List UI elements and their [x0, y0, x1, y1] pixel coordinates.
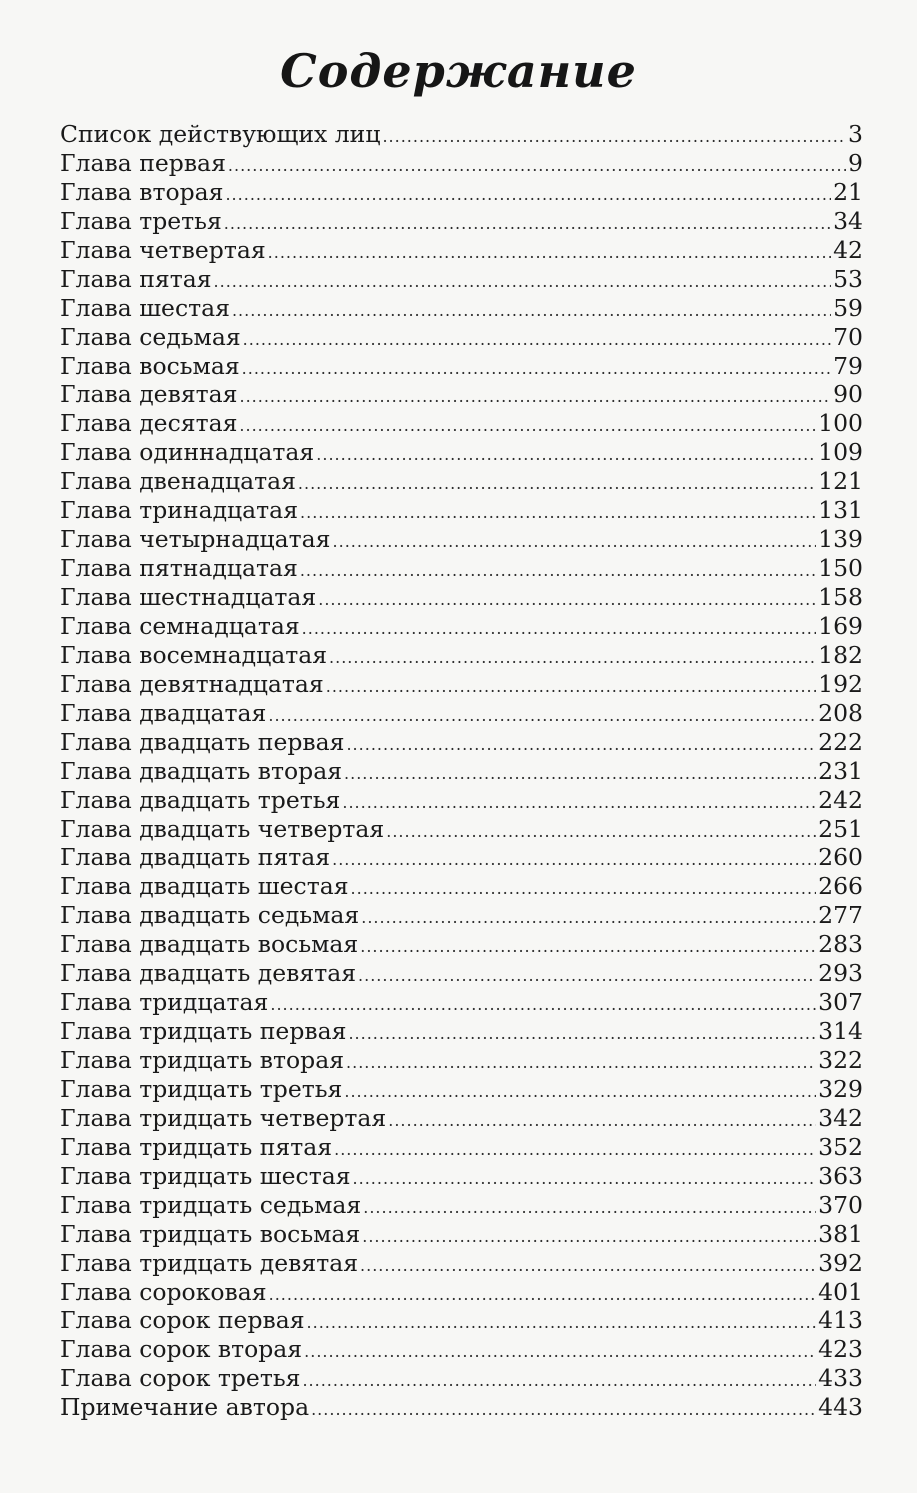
- toc-entry-page-number: 314: [818, 1017, 863, 1046]
- toc-entry-label: Глава четырнадцатая: [60, 525, 331, 554]
- toc-entry-page-number: 121: [818, 467, 863, 496]
- toc-entry-page-number: 150: [818, 554, 863, 583]
- toc-entry-label: Глава двадцать восьмая: [60, 930, 359, 959]
- toc-entry: [60, 1393, 863, 1422]
- toc-entry-page-number: 9: [848, 148, 863, 177]
- toc-entry-page-number: 381: [818, 1219, 863, 1248]
- toc-entry-page-number: 260: [818, 843, 863, 872]
- dot-leader: [304, 1338, 816, 1367]
- dot-leader: [344, 760, 816, 789]
- toc-entry: [60, 1133, 863, 1162]
- toc-entry-label: Глава тридцать пятая: [60, 1132, 333, 1161]
- toc-entry: [60, 554, 863, 583]
- toc-entry-label: Глава первая: [60, 148, 226, 177]
- dot-leader: [270, 991, 816, 1020]
- dot-leader: [358, 962, 816, 991]
- toc-entry: [60, 843, 863, 872]
- toc-entry-label: Глава четвертая: [60, 235, 266, 264]
- toc-entry-label: Глава сорок вторая: [60, 1335, 303, 1364]
- toc-entry: [60, 380, 863, 409]
- toc-entry-page-number: 363: [818, 1161, 863, 1190]
- toc-entry-page-number: 329: [818, 1074, 863, 1103]
- dot-leader: [225, 181, 831, 210]
- toc-entry: [60, 815, 863, 844]
- toc-entry: [60, 959, 863, 988]
- toc-entry-label: Глава тридцать седьмая: [60, 1190, 362, 1219]
- toc-entry-label: Глава тринадцатая: [60, 496, 299, 525]
- toc-entry-page-number: 100: [818, 409, 863, 438]
- toc-entry-label: Глава двадцать седьмая: [60, 901, 360, 930]
- dot-leader: [362, 1223, 816, 1252]
- toc-entry: [60, 1046, 863, 1075]
- dot-leader: [332, 846, 816, 875]
- toc-entry: [60, 1335, 863, 1364]
- toc-entry: [60, 178, 863, 207]
- toc-entry: [60, 872, 863, 901]
- toc-entry: [60, 149, 863, 178]
- toc-entry-label: Глава тридцать восьмая: [60, 1219, 361, 1248]
- toc-entry-label: Глава семнадцатая: [60, 611, 300, 640]
- toc-entry: [60, 323, 863, 352]
- toc-entry-page-number: 352: [818, 1132, 863, 1161]
- dot-leader: [311, 1396, 816, 1425]
- toc-entry: [60, 930, 863, 959]
- dot-leader: [214, 268, 832, 297]
- dot-leader: [298, 470, 816, 499]
- toc-entry-label: Глава тридцать третья: [60, 1074, 343, 1103]
- dot-leader: [300, 557, 816, 586]
- dot-leader: [224, 210, 831, 239]
- toc-entry: [60, 583, 863, 612]
- dot-leader: [353, 1165, 817, 1194]
- toc-entry-page-number: 158: [818, 583, 863, 611]
- toc-entry: [60, 988, 863, 1017]
- dot-leader: [242, 355, 831, 384]
- toc-entry-label: Глава двадцать пятая: [60, 843, 331, 872]
- dot-leader: [346, 1049, 816, 1078]
- toc-entry-page-number: 401: [818, 1277, 863, 1306]
- toc-entry-label: Глава тридцать шестая: [60, 1161, 351, 1190]
- toc-entry: [60, 496, 863, 525]
- toc-entry-page-number: 342: [818, 1103, 863, 1132]
- toc-entry: [60, 1017, 863, 1046]
- dot-leader: [348, 1020, 816, 1049]
- toc-entry: [60, 1162, 863, 1191]
- dot-leader: [326, 673, 816, 702]
- toc-entry-label: Глава тридцать четвертая: [60, 1103, 387, 1132]
- dot-leader: [346, 731, 816, 760]
- toc-entry-label: Глава пятнадцатая: [60, 554, 298, 583]
- toc-entry-page-number: 222: [818, 727, 863, 756]
- toc-entry-page-number: 59: [833, 293, 863, 322]
- toc-entry-page-number: 79: [833, 351, 863, 380]
- toc-entry-label: Глава тридцать вторая: [60, 1046, 345, 1074]
- table-of-contents: [60, 120, 863, 1422]
- toc-entry-label: Глава сорок третья: [60, 1364, 301, 1393]
- dot-leader: [239, 412, 816, 441]
- toc-entry: [60, 265, 863, 294]
- dot-leader: [268, 702, 816, 731]
- dot-leader: [243, 326, 831, 355]
- toc-entry-label: Глава двенадцатая: [60, 467, 296, 496]
- dot-leader: [269, 1281, 817, 1310]
- dot-leader: [386, 818, 816, 847]
- toc-entry: [60, 1104, 863, 1133]
- toc-entry: [60, 525, 863, 554]
- toc-entry: [60, 294, 863, 323]
- toc-entry: [60, 1249, 863, 1278]
- dot-leader: [351, 875, 817, 904]
- toc-entry-label: Глава двадцатая: [60, 698, 267, 727]
- toc-entry: [60, 1364, 863, 1393]
- toc-entry-label: Глава восьмая: [60, 351, 240, 380]
- toc-entry-label: Глава тридцать первая: [60, 1017, 347, 1046]
- dot-leader: [382, 123, 846, 152]
- toc-entry-label: Глава третья: [60, 206, 222, 235]
- toc-entry-page-number: 131: [818, 496, 863, 525]
- dot-leader: [333, 528, 817, 557]
- toc-entry-page-number: 443: [818, 1393, 863, 1422]
- toc-entry-page-number: 277: [818, 901, 863, 930]
- toc-entry-page-number: 283: [818, 930, 863, 959]
- toc-entry-label: Глава девятая: [60, 380, 238, 409]
- toc-entry-label: Глава десятая: [60, 409, 238, 438]
- toc-entry-label: Глава тридцатая: [60, 988, 269, 1017]
- toc-entry-page-number: 392: [818, 1248, 863, 1277]
- toc-entry: [60, 728, 863, 757]
- dot-leader: [388, 1107, 816, 1136]
- dot-leader: [360, 933, 816, 962]
- toc-entry-page-number: 90: [833, 380, 863, 409]
- toc-entry-page-number: 242: [818, 785, 863, 814]
- toc-entry-page-number: 307: [818, 988, 863, 1017]
- toc-entry-label: Примечание автора: [60, 1393, 310, 1422]
- toc-entry-label: Глава двадцать первая: [60, 727, 345, 756]
- toc-entry: [60, 352, 863, 381]
- toc-entry-label: Глава пятая: [60, 264, 212, 293]
- dot-leader: [363, 1194, 816, 1223]
- toc-entry-page-number: 208: [818, 698, 863, 727]
- page-title: Содержание: [280, 44, 637, 98]
- dot-leader: [268, 239, 831, 268]
- toc-entry-page-number: 42: [833, 235, 863, 264]
- toc-entry: [60, 1306, 863, 1335]
- toc-entry-page-number: 34: [833, 206, 863, 235]
- toc-entry-page-number: 70: [833, 322, 863, 351]
- toc-entry: [60, 467, 863, 496]
- dot-leader: [302, 615, 816, 644]
- toc-entry: [60, 757, 863, 786]
- toc-entry-page-number: 139: [818, 525, 863, 554]
- dot-leader: [232, 297, 831, 326]
- toc-entry-label: Список действующих лиц: [60, 120, 381, 148]
- toc-entry-label: Глава сороковая: [60, 1277, 267, 1306]
- toc-entry: [60, 120, 863, 149]
- dot-leader: [342, 789, 816, 818]
- toc-entry-page-number: 21: [833, 177, 863, 206]
- toc-entry-page-number: 293: [818, 959, 863, 988]
- toc-entry-label: Глава двадцать шестая: [60, 872, 349, 901]
- toc-entry-page-number: 433: [818, 1364, 863, 1393]
- toc-entry: [60, 901, 863, 930]
- toc-entry-label: Глава двадцать вторая: [60, 756, 343, 785]
- toc-entry-label: Глава шестнадцатая: [60, 583, 317, 611]
- toc-entry-page-number: 109: [818, 438, 863, 467]
- toc-entry: [60, 236, 863, 265]
- toc-entry: [60, 1191, 863, 1220]
- dot-leader: [344, 1078, 816, 1107]
- toc-entry-label: Глава одиннадцатая: [60, 438, 315, 467]
- toc-entry-label: Глава двадцать четвертая: [60, 814, 385, 843]
- toc-entry-page-number: 423: [818, 1335, 863, 1364]
- toc-entry-label: Глава двадцать третья: [60, 785, 341, 814]
- toc-entry-page-number: 413: [818, 1306, 863, 1335]
- toc-entry-label: Глава восемнадцатая: [60, 640, 328, 669]
- toc-entry-label: Глава девятнадцатая: [60, 669, 324, 698]
- toc-entry: [60, 438, 863, 467]
- toc-entry-label: Глава сорок первая: [60, 1306, 305, 1335]
- toc-entry-label: Глава двадцать девятая: [60, 959, 357, 988]
- toc-entry-page-number: 192: [818, 669, 863, 698]
- dot-leader: [228, 152, 846, 181]
- dot-leader: [318, 586, 816, 615]
- toc-entry-page-number: 53: [833, 264, 863, 293]
- dot-leader: [316, 441, 816, 470]
- toc-entry-page-number: 169: [818, 611, 863, 640]
- dot-leader: [307, 1309, 817, 1338]
- dot-leader: [300, 499, 816, 528]
- dot-leader: [329, 644, 816, 673]
- toc-entry-page-number: 231: [818, 756, 863, 785]
- toc-entry-label: Глава тридцать девятая: [60, 1248, 359, 1277]
- dot-leader: [334, 1136, 816, 1165]
- toc-entry: [60, 670, 863, 699]
- toc-entry: [60, 1220, 863, 1249]
- toc-entry-label: Глава вторая: [60, 177, 224, 206]
- toc-entry: [60, 409, 863, 438]
- dot-leader: [239, 383, 831, 412]
- toc-entry: [60, 612, 863, 641]
- toc-entry-page-number: 370: [818, 1190, 863, 1219]
- toc-entry-label: Глава седьмая: [60, 322, 241, 351]
- dot-leader: [360, 1252, 816, 1281]
- toc-entry: [60, 207, 863, 236]
- dot-leader: [302, 1367, 816, 1396]
- toc-entry-page-number: 3: [848, 120, 863, 148]
- toc-entry: [60, 786, 863, 815]
- toc-entry: [60, 1278, 863, 1307]
- toc-entry-page-number: 322: [818, 1046, 863, 1074]
- toc-entry-page-number: 251: [818, 814, 863, 843]
- toc-entry: [60, 1075, 863, 1104]
- toc-entry-page-number: 266: [818, 872, 863, 901]
- toc-entry: [60, 641, 863, 670]
- dot-leader: [361, 904, 816, 933]
- toc-entry-label: Глава шестая: [60, 293, 230, 322]
- toc-entry: [60, 699, 863, 728]
- toc-entry-page-number: 182: [818, 640, 863, 669]
